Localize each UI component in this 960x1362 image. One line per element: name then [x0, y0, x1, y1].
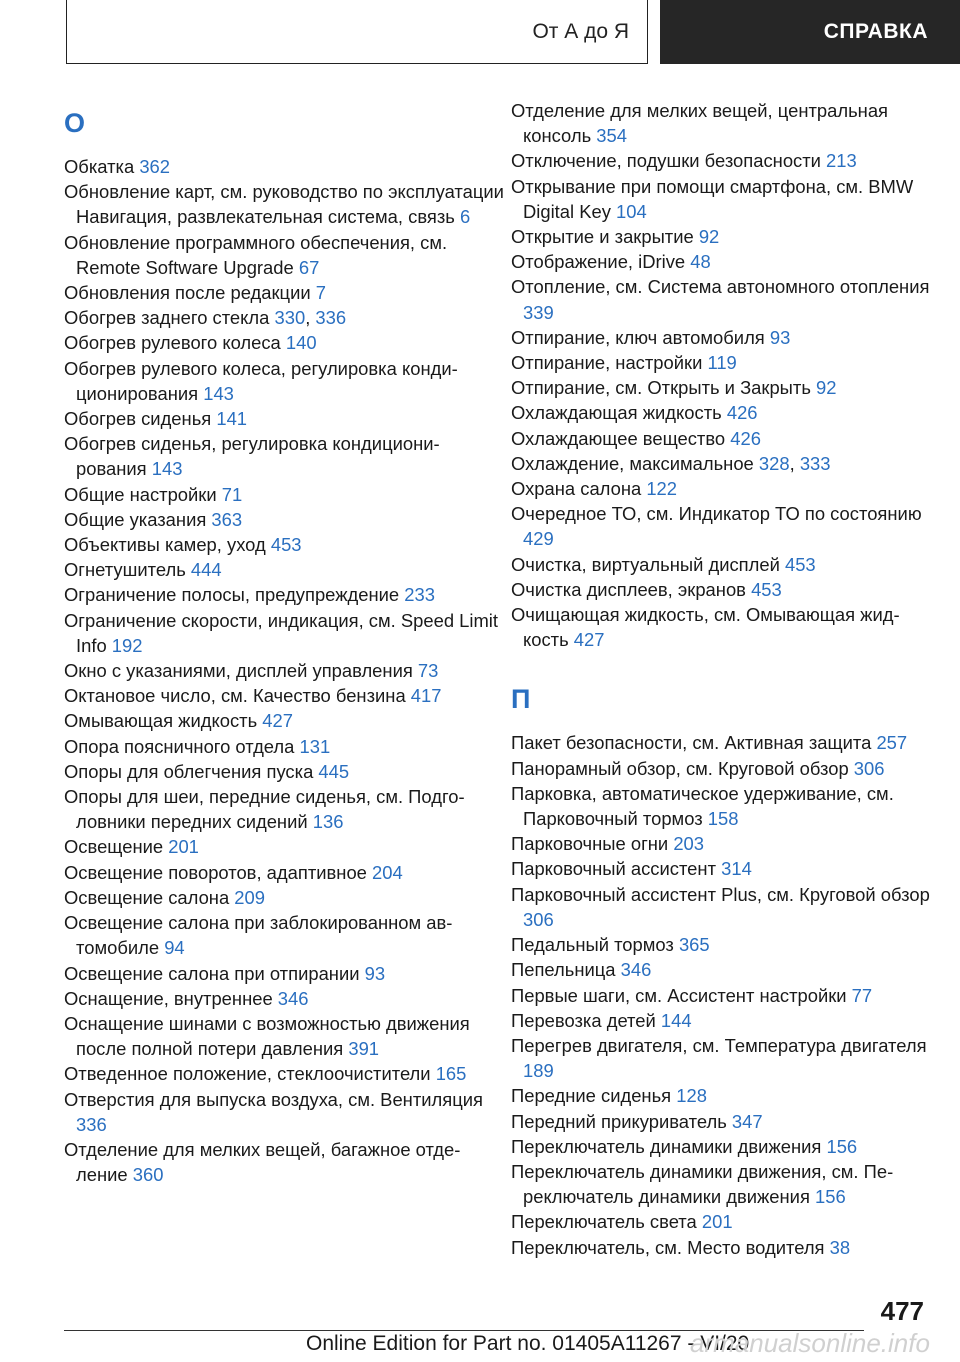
index-entry-text: Передний прикуриватель — [511, 1110, 732, 1132]
page-link[interactable]: 346 — [620, 959, 652, 981]
index-entry — [511, 577, 931, 602]
index-entry-text: Октановое число, см. Качество бензина — [64, 685, 411, 707]
index-entry-text: Переключатель динамики движения, см. Переключатель динамики движения — [511, 1160, 894, 1208]
page-link[interactable]: 92 — [698, 226, 720, 248]
index-column-right — [511, 98, 931, 1260]
index-entry-text: Обкатка — [64, 156, 140, 177]
index-entry-text: Первые шаги, см. Ассистент настройки — [511, 984, 852, 1006]
page-link[interactable]: 71 — [221, 483, 243, 505]
index-entry — [511, 781, 931, 831]
index-entry-text: Освещение поворотов, адаптивное — [64, 861, 373, 883]
index-letter-o: О — [64, 108, 86, 138]
index-entry-text: Общие настройки — [64, 483, 222, 505]
page-link[interactable]: 204 — [372, 861, 403, 883]
index-entry — [64, 507, 504, 532]
page-link[interactable]: 128 — [676, 1085, 707, 1107]
index-entry-text: Очистка, виртуальный дисплей — [511, 553, 785, 575]
index-entry — [64, 431, 504, 481]
index-entry — [64, 179, 504, 229]
page-link[interactable]: 426 — [730, 427, 761, 449]
index-entry — [64, 759, 504, 784]
page-link[interactable]: 156 — [815, 1186, 846, 1208]
index-entry-text: Освещение салона при отпирании — [64, 962, 365, 984]
index-entry-text: Перевозка детей — [511, 1009, 661, 1031]
index-entry — [511, 375, 931, 400]
index-entry-text: Отверстия для выпуска воздуха, см. Вентиляция — [64, 1088, 483, 1110]
page-link[interactable]: 158 — [707, 808, 739, 830]
index-entry — [511, 932, 931, 957]
page-link[interactable]: 38 — [829, 1236, 851, 1258]
page-link[interactable]: 203 — [673, 833, 704, 855]
page-link[interactable]: 93 — [769, 326, 791, 348]
page-link[interactable]: 257 — [876, 732, 908, 754]
page-link[interactable]: 93 — [364, 962, 386, 984]
page-link[interactable]: 333 — [799, 452, 831, 474]
page-link[interactable]: 336 — [76, 1113, 107, 1135]
index-entry-text: Омывающая жидкость — [64, 710, 263, 732]
index-entry-text: Окно с указаниями, дисплей управления — [64, 660, 418, 682]
index-letter-p: П — [511, 684, 531, 715]
page-link[interactable]: 67 — [298, 256, 320, 278]
page-link[interactable]: 362 — [139, 156, 171, 177]
page-link[interactable]: 201 — [701, 1211, 733, 1233]
index-entry — [511, 856, 931, 881]
index-entry — [511, 1159, 931, 1209]
index-entry — [64, 608, 504, 658]
index-entry-text: Парковка, автоматическое удерживание, см. Парковочный тормоз — [511, 782, 894, 830]
index-entry-text: Обогрев рулевого колеса — [64, 332, 286, 354]
index-entry-text: Охлаждающее вещество — [511, 427, 731, 449]
section-tab[interactable]: СПРАВКА — [660, 0, 960, 64]
index-entry — [64, 557, 504, 582]
page-link[interactable]: 189 — [523, 1060, 554, 1082]
page-link[interactable]: 122 — [646, 478, 678, 500]
page-link[interactable]: 427 — [573, 629, 605, 651]
index-entry — [64, 1137, 504, 1187]
index-entry-text: Очередное ТО, см. Индикатор ТО по состоянию — [511, 503, 922, 525]
index-entry-text: Освещение — [64, 836, 169, 858]
index-entry-text: Отведенное положение, стеклоочистители — [64, 1063, 436, 1085]
page-link[interactable]: 143 — [203, 382, 234, 404]
index-entry — [511, 400, 931, 425]
page-link[interactable]: 427 — [262, 710, 293, 732]
index-entry-text: Опора поясничного отдела — [64, 735, 300, 757]
index-entry — [64, 330, 504, 355]
page-link[interactable]: 314 — [721, 858, 752, 880]
page-link[interactable]: 213 — [826, 150, 857, 172]
index-entry-text: Охрана салона — [511, 478, 647, 500]
index-entry-text: Оснащение, внутреннее — [64, 987, 278, 1009]
index-entry: Охлаждение, максимальное 328, 333 — [511, 452, 831, 474]
index-entry — [64, 1061, 504, 1086]
index-entry — [511, 882, 931, 932]
index-entry — [64, 280, 504, 305]
index-entry — [64, 532, 504, 557]
index-entry-text: Педальный тормоз — [511, 934, 679, 956]
page-link[interactable]: 453 — [270, 534, 302, 556]
index-entry-text: Открытие и закрытие — [511, 226, 699, 248]
page-link[interactable]: 119 — [707, 352, 737, 374]
index-entry — [64, 986, 504, 1011]
index-entry: Обогрев заднего стекла 330, 336 — [64, 307, 347, 329]
index-entry-text: Обновления после редакции — [64, 282, 316, 304]
index-entry — [64, 356, 504, 406]
index-entry — [511, 350, 931, 375]
section-title: От А до Я — [66, 0, 648, 64]
page-link[interactable]: 94 — [164, 937, 185, 959]
index-entry-text: Отопление, см. Система автономного отопления — [511, 276, 930, 298]
index-entry-text: Опоры для облегчения пуска — [64, 760, 319, 782]
index-entry-text: Освещение салона — [64, 886, 235, 908]
index-entry-text: Опоры для шеи, передние сиденья, см. Подголовники передних сидений — [64, 786, 465, 833]
index-entry-text: Отпирание, см. Открыть и Закрыть — [511, 377, 817, 399]
page-link[interactable]: 365 — [678, 934, 710, 956]
index-entry-text: Отделение для мелких вещей, багажное отделение — [64, 1138, 461, 1186]
index-entry — [511, 957, 931, 982]
index-entry — [64, 910, 504, 960]
index-entry-text: Обогрев рулевого колеса, регулировка кондиционирования — [64, 357, 458, 404]
page-link[interactable]: 429 — [523, 528, 554, 550]
index-entry-text: Отпирание, ключ автомобиля — [511, 326, 770, 348]
index-entry — [64, 734, 504, 759]
page-link[interactable]: 444 — [190, 559, 222, 581]
index-entry — [511, 501, 931, 551]
page-link[interactable]: 354 — [596, 125, 627, 147]
page-link[interactable]: 445 — [318, 760, 350, 782]
index-entry-text: Переключатель, см. Место водителя — [511, 1236, 830, 1258]
index-entry — [511, 476, 931, 501]
index-entry — [511, 1083, 931, 1108]
index-entry — [511, 1109, 931, 1134]
page-link[interactable]: 165 — [435, 1063, 467, 1085]
index-entry — [64, 784, 504, 834]
page-link[interactable]: 201 — [168, 836, 199, 858]
index-entry — [64, 230, 504, 280]
index-entry — [511, 224, 931, 249]
edition-info: Online Edition for Part no. 01405A11267 - VI/20 — [306, 1332, 750, 1355]
index-entry-text: Переключатель света — [511, 1211, 702, 1233]
page-link[interactable]: 360 — [132, 1164, 164, 1186]
index-entry — [64, 482, 504, 507]
index-entry-text: Охлаждающая жидкость — [511, 402, 727, 424]
index-entry — [64, 658, 504, 683]
page-link[interactable]: 346 — [277, 987, 309, 1009]
page-link[interactable]: 453 — [751, 578, 782, 600]
index-entry-text: Охлаждение, максимальное — [511, 452, 759, 474]
index-entry-text: Отделение для мелких вещей, центральная консоль — [511, 100, 889, 147]
page-link[interactable]: 417 — [410, 685, 442, 707]
index-entry — [511, 983, 931, 1008]
index-entry-text: Освещение салона при заблокированном автомобиле — [64, 912, 453, 959]
index-entry-text: Обогрев заднего стекла — [64, 307, 275, 329]
page-link[interactable]: 92 — [816, 377, 837, 399]
index-entry-text: Общие указания — [64, 508, 212, 530]
index-entry — [64, 582, 504, 607]
page-link[interactable]: 48 — [690, 251, 711, 273]
index-entry — [64, 406, 504, 431]
index-entry — [64, 860, 504, 885]
index-entry — [511, 98, 931, 148]
page-link[interactable]: 339 — [523, 301, 554, 323]
index-entry — [64, 683, 504, 708]
page-link[interactable]: 306 — [853, 757, 885, 779]
index-entry-text: Пакет безопасности, см. Активная защита — [511, 732, 877, 754]
page-link[interactable]: 156 — [826, 1135, 858, 1157]
index-entry — [64, 961, 504, 986]
page-header — [0, 0, 960, 66]
index-entry — [511, 1209, 931, 1234]
index-entry-text: Обогрев сиденья — [64, 408, 217, 430]
page-link[interactable]: 363 — [211, 508, 243, 530]
page-link[interactable]: 104 — [616, 200, 647, 222]
page-link[interactable]: 141 — [216, 408, 248, 430]
page-link[interactable]: 453 — [784, 553, 816, 575]
index-entry — [511, 1033, 931, 1083]
index-entry — [511, 325, 931, 350]
index-entry-text: Ограничение скорости, индикация, см. Speed Limit Info — [64, 609, 498, 656]
index-entry — [511, 1134, 931, 1159]
page-link[interactable]: 233 — [404, 584, 435, 606]
index-entry — [511, 602, 931, 652]
index-entry-text: Парковочные огни — [511, 833, 674, 855]
index-entry-text: Парковочный ассистент Plus, см. Круговой обзор — [511, 883, 930, 905]
index-entry — [511, 552, 931, 577]
index-entry — [64, 708, 504, 733]
page-link[interactable]: 73 — [417, 660, 439, 682]
page-link[interactable]: 140 — [285, 332, 317, 354]
index-entry — [64, 1011, 504, 1061]
index-entry-text: Огнетушитель — [64, 559, 191, 581]
index-entry — [511, 274, 931, 324]
index-entry — [511, 148, 931, 173]
index-entry — [511, 174, 931, 224]
index-entries-o-part1 — [64, 154, 504, 1187]
index-entries-o-part2 — [511, 98, 931, 652]
index-entry — [64, 834, 504, 859]
page-link[interactable]: 144 — [660, 1009, 692, 1031]
index-entry-text: Отключение, подушки безопасности — [511, 150, 827, 172]
page-link[interactable]: 209 — [234, 886, 265, 908]
page-link[interactable]: 6 — [459, 206, 471, 228]
index-entry — [64, 885, 504, 910]
index-entry — [511, 426, 931, 451]
index-entries-p — [511, 730, 931, 1259]
index-entry-text: Передние сиденья — [511, 1085, 677, 1107]
index-entry — [511, 1008, 931, 1033]
page-link[interactable]: 192 — [111, 634, 143, 656]
index-entry-text: Отпирание, настройки — [511, 352, 708, 374]
page-link[interactable]: 347 — [731, 1110, 763, 1132]
index-entry-text: Очищающая жидкость, см. Омывающая жидкость — [511, 604, 900, 651]
page-link[interactable]: 7 — [315, 282, 326, 304]
index-entry-text: Обновление карт, см. руководство по эксплуатации Навигация, развлекательная система, связь — [64, 181, 504, 228]
index-entry-text: Оснащение шинами с возможностью движения после полной потери давления — [64, 1012, 470, 1060]
index-entry — [511, 249, 931, 274]
page-link[interactable]: 306 — [523, 908, 554, 930]
index-entry-text: Перегрев двигателя, см. Температура двигателя — [511, 1034, 927, 1056]
index-entry — [511, 756, 931, 781]
page-link[interactable]: 143 — [151, 458, 183, 480]
index-entry — [511, 730, 931, 755]
page-link[interactable]: 136 — [312, 811, 344, 833]
page-link[interactable]: 328 — [758, 452, 790, 474]
index-column-left — [64, 98, 504, 1187]
index-entry-text: Панорамный обзор, см. Круговой обзор — [511, 757, 854, 779]
page-link[interactable]: 330 — [274, 307, 306, 329]
index-entry — [511, 831, 931, 856]
index-entry — [511, 1235, 931, 1260]
index-entry-text: Открывание при помощи смартфона, см. BMW Digital Key — [511, 175, 914, 222]
index-entry — [64, 1087, 504, 1137]
index-entry-text: Переключатель динамики движения — [511, 1135, 827, 1157]
index-entry-text: Объективы камер, уход — [64, 534, 271, 556]
index-entry-text: Отображение, iDrive — [511, 251, 691, 273]
page-link[interactable]: 391 — [348, 1038, 380, 1060]
page-link[interactable]: 77 — [851, 984, 873, 1006]
page-link[interactable]: 426 — [726, 402, 758, 424]
index-entry — [64, 154, 504, 179]
page-number: 477 — [880, 1296, 924, 1326]
index-entry-text: Очистка дисплеев, экранов — [511, 578, 752, 600]
watermark: armanualsonline.info — [690, 1328, 930, 1358]
page-link[interactable]: 336 — [315, 307, 347, 329]
page-link[interactable]: 131 — [299, 735, 331, 757]
index-entry-text: Пепельница — [511, 959, 621, 981]
index-entry-text: Парковочный ассистент — [511, 858, 722, 880]
index-entry-text: Обновление программного обеспечения, см. Remote Software Upgrade — [64, 231, 448, 278]
index-entry-text: Ограничение полосы, предупреждение — [64, 584, 405, 606]
index-entry-text: Обогрев сиденья, регулировка кондиционирования — [64, 433, 440, 480]
